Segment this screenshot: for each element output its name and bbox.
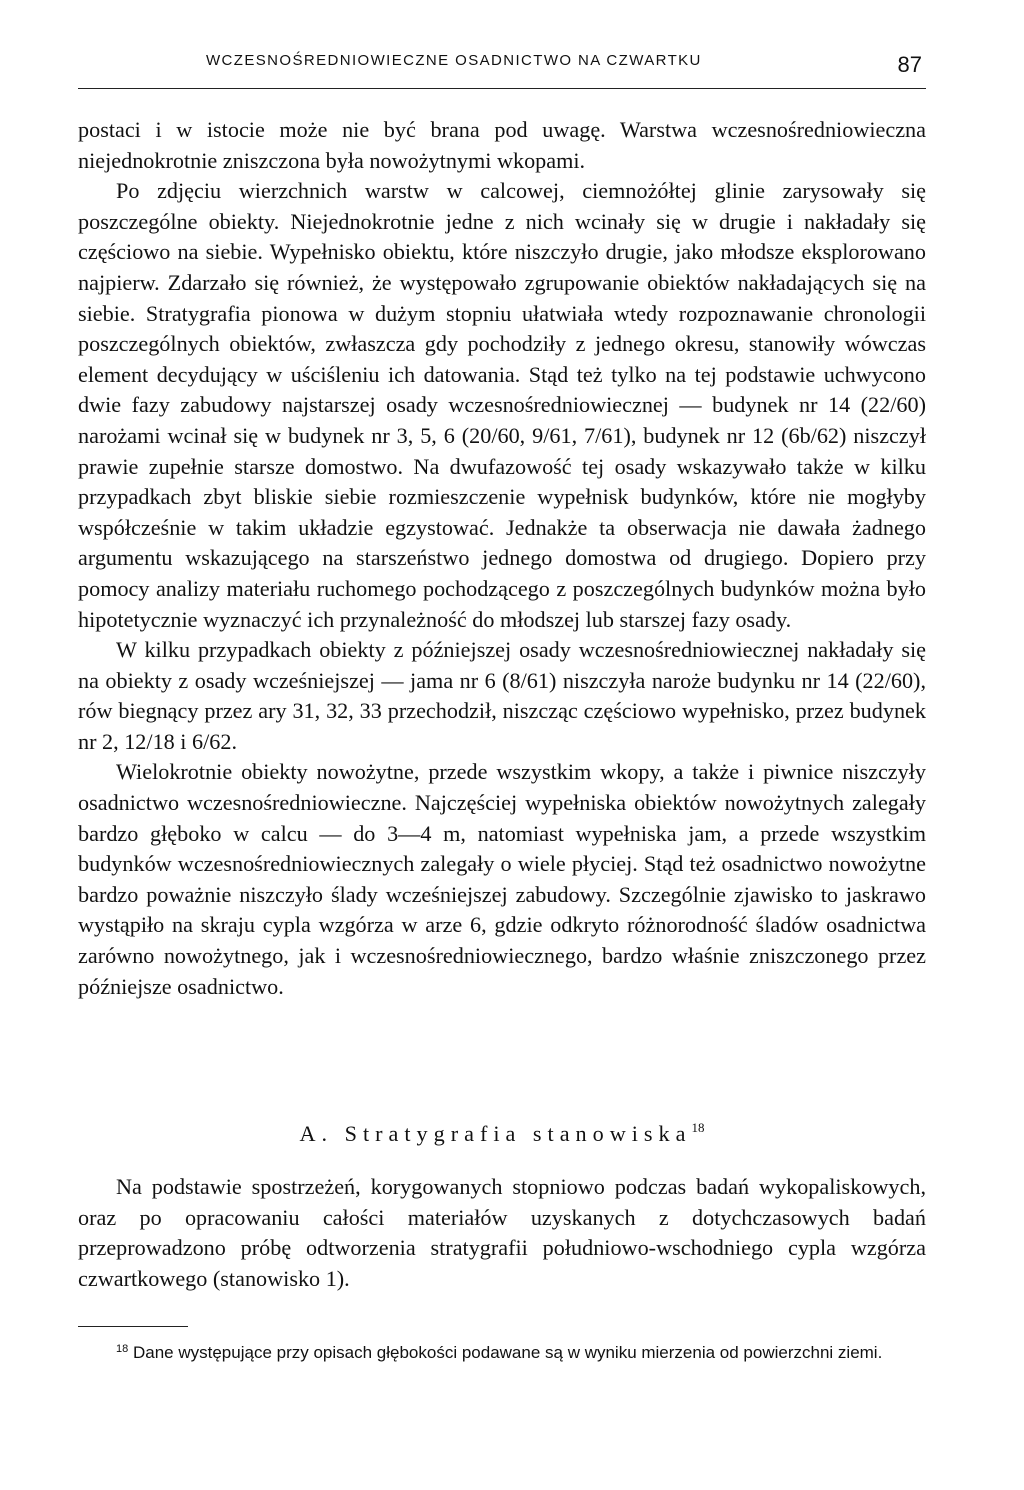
main-text bbox=[78, 115, 926, 1002]
running-title: WCZESNOŚREDNIOWIECZNE OSADNICTWO NA CZWARTKU bbox=[206, 52, 702, 69]
paragraph-continuation: postaci i w istocie może nie być brana pod uwagę. Warstwa wczesnośredniowieczna niejednokrotnie zniszczona była nowożytnymi wkopami. bbox=[78, 117, 926, 173]
header-rule bbox=[78, 88, 926, 89]
section-text bbox=[78, 1172, 926, 1294]
paragraph-overlapping-objects: W kilku przypadkach obiekty z późniejszej osady wczesnośredniowiecznej nakładały się na obiekty z osady wcześniejszej — jama nr 6 (8/61) niszczyła naroże budynku nr 14 (22/60), rów biegnący przez ary 31, 32, 33 przechodził, niszcząc częściowo wypełnisko, przez budynek nr 2, 12/18 i 6/62. bbox=[78, 637, 926, 754]
section-heading bbox=[78, 1120, 926, 1147]
footnote bbox=[78, 1338, 926, 1364]
footnote-rule bbox=[78, 1326, 188, 1327]
running-header bbox=[78, 48, 926, 88]
paragraph-modern-features: Wielokrotnie obiekty nowożytne, przede wszystkim wkopy, a także i piwnice niszczyły osadnictwo wczesnośredniowieczne. Najczęściej wypełniska obiektów nowożytnych zalegały bardzo głęboko w calcu — do 3—4 m, natomiast wypełniska jam, a przede wszystkim budynków wczesnośredniowiecznych zalegały o wiele płyciej. Stąd też osadnictwo nowożytne bardzo poważnie niszczyło ślady wcześniejszej zabudowy. Szczególnie zjawisko to jaskrawo wystąpiło na skraju cypla wzgórza w arze 6, gdzie odkryto różnorodność śladów osadnictwa zarówno nowożytnego, jak i wczesnośredniowiecznego, bardzo właśnie zniszczonego przez późniejsze osadnictwo. bbox=[78, 759, 926, 999]
section-heading-text: A. Stratygrafia stanowiska bbox=[299, 1121, 692, 1146]
document-page bbox=[78, 0, 926, 1490]
footnote-text: Dane występujące przy opisach głębokości podawane są w wyniku mierzenia od powierzchni ziemi. bbox=[132, 1343, 883, 1362]
section-paragraph: Na podstawie spostrzeżeń, korygowanych stopniowo podczas badań wykopaliskowych, oraz po opracowaniu całości materiałów uzyskanych z dotychczasowych badań przeprowadzono próbę odtworzenia stratygrafii południowo-wschodniego cypla wzgórza czwartkowego (stanowisko 1). bbox=[78, 1174, 926, 1291]
footnote-reference: 18 bbox=[691, 1120, 705, 1135]
footnote-number: 18 bbox=[116, 1343, 129, 1355]
paragraph-stratigraphy: Po zdjęciu wierzchnich warstw w calcowej, ciemnożółtej glinie zarysowały się poszczególne obiekty. Niejednokrotnie jedne z nich wcinały się w drugie i nakładały się częściowo na siebie. Wypełnisko obiektu, które niszczyło drugie, jako młodsze eksplorowano najpierw. Zdarzało się również, że występowało zgrupowanie obiektów nakładających się na siebie. Stratygrafia pionowa w dużym stopniu ułatwiała wtedy rozpoznawanie chronologii poszczególnych obiektów, zwłaszcza gdy pochodziły z jednego okresu, stanowiły wówczas element decydujący w uściśleniu ich datowania. Stąd też tylko na tej podstawie uchwycono dwie fazy zabudowy najstarszej osady wczesnośredniowiecznej — budynek nr 14 (22/60) narożami wcinał się w budynek nr 3, 5, 6 (20/60, 9/61, 7/61), budynek nr 12 (6b/62) niszczył prawie zupełnie starsze domostwo. Na dwufazowość tej osady wskazywało także w kilku przypadkach zbyt bliskie siebie rozmieszczenie wypełnisk budynków, które nie mogłyby współcześnie w takim układzie egzystować. Jednakże ta obserwacja nie dawała żadnego argumentu wskazującego na starszeństwo jednego domostwa od drugiego. Dopiero przy pomocy analizy materiału ruchomego pochodzącego z poszczególnych budynków można było hipotetycznie wyznaczyć ich przynależność do młodszej lub starszej fazy osady. bbox=[78, 178, 926, 632]
page-number: 87 bbox=[897, 52, 922, 77]
